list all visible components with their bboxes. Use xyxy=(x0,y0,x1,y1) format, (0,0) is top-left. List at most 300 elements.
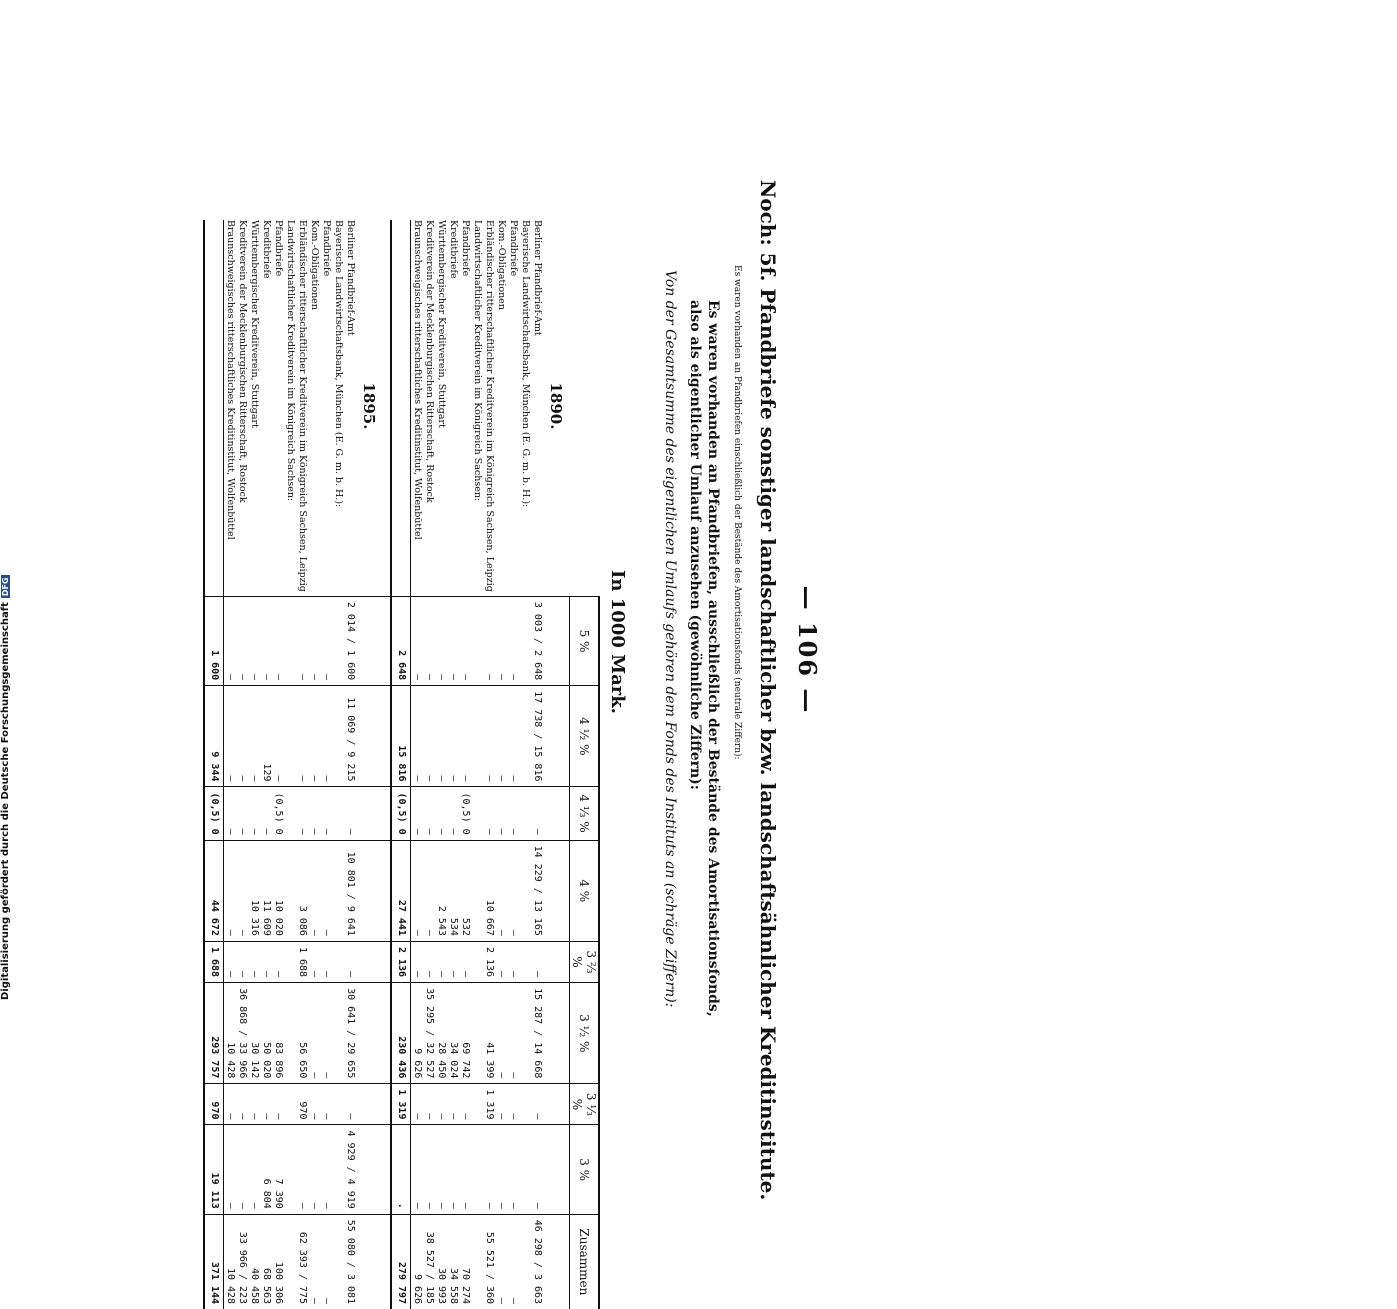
value-cell xyxy=(332,596,344,685)
blank-cell xyxy=(356,941,382,982)
total-cell: 230 436 xyxy=(391,983,411,1084)
value-cell: — xyxy=(507,596,519,685)
value-cell: — xyxy=(308,1125,320,1214)
value-cell xyxy=(284,1084,296,1125)
total-row xyxy=(204,220,224,1309)
value-cell: 14 229 / 13 165 xyxy=(531,840,543,941)
row-label: Pfandbriefe xyxy=(321,220,332,277)
value-cell: — xyxy=(495,686,507,787)
digitization-credit xyxy=(0,0,14,1000)
value-cell: — xyxy=(308,596,320,685)
spacer-cell xyxy=(382,983,391,1084)
table-row xyxy=(320,220,332,1309)
total-cell: 27 441 xyxy=(391,840,411,941)
value-cell: — xyxy=(224,1125,237,1214)
value-cell: — xyxy=(483,686,495,787)
value-cell: — xyxy=(423,941,435,982)
value-cell: — xyxy=(320,840,332,941)
value-cell: 7 390 xyxy=(272,1125,284,1214)
value-cell: — xyxy=(531,787,543,840)
value-cell: 68 563 xyxy=(260,1214,272,1309)
value-cell: — xyxy=(459,686,471,787)
value-cell xyxy=(519,1214,531,1309)
value-cell: — xyxy=(411,596,424,685)
value-cell: — xyxy=(308,840,320,941)
table-row xyxy=(471,220,483,1309)
total-cell: 9 344 xyxy=(204,686,224,787)
fund-paragraph: Von der Gesamtsumme des eigentlichen Umlaufs gehören dem Fonds des Instituts an (schräge Ziffern): xyxy=(662,270,678,1008)
blank-cell xyxy=(543,1125,570,1214)
value-cell xyxy=(284,1125,296,1214)
table-row xyxy=(284,220,296,1309)
table-row xyxy=(248,220,260,1309)
total-cell: 1 319 xyxy=(391,1084,411,1125)
value-cell xyxy=(519,983,531,1084)
value-cell: — xyxy=(236,686,248,787)
value-cell xyxy=(519,686,531,787)
blank-cell xyxy=(543,1214,570,1309)
value-cell: — xyxy=(272,941,284,982)
value-cell: 10 428 xyxy=(224,1214,237,1309)
value-cell: 6 804 xyxy=(260,1125,272,1214)
dfg-logo: DFG xyxy=(1,577,10,597)
value-cell: — xyxy=(507,686,519,787)
value-cell: 1 688 xyxy=(296,941,308,982)
value-cell: 70 274 xyxy=(459,1214,471,1309)
value-cell xyxy=(519,1084,531,1125)
value-cell: — xyxy=(435,686,447,787)
value-cell: — xyxy=(459,596,471,685)
value-cell: — xyxy=(236,1084,248,1125)
value-cell: 30 641 / 29 655 xyxy=(344,983,356,1084)
total-cell: 19 113 xyxy=(204,1125,224,1214)
table-row xyxy=(236,220,248,1309)
value-cell: — xyxy=(411,686,424,787)
value-cell: — xyxy=(320,596,332,685)
col-header: Zusammen xyxy=(570,1214,600,1309)
value-cell: — xyxy=(296,1125,308,1214)
value-cell xyxy=(471,686,483,787)
col-header: 4 ½ % xyxy=(570,686,600,787)
value-cell xyxy=(332,941,344,982)
table-row xyxy=(519,220,531,1309)
table-row xyxy=(447,220,459,1309)
value-cell xyxy=(471,1214,483,1309)
value-cell: — xyxy=(224,941,237,982)
row-label: Landwirtschaftlicher Kreditverein im Königreich Sachsen: xyxy=(285,220,296,502)
value-cell: — xyxy=(459,1084,471,1125)
value-cell: — xyxy=(531,1125,543,1214)
row-label: Landwirtschaftlicher Kreditverein im Königreich Sachsen: xyxy=(472,220,483,502)
value-cell: — xyxy=(296,686,308,787)
value-cell: 2 543 xyxy=(435,840,447,941)
value-cell: — xyxy=(447,1084,459,1125)
value-cell: 36 868 / 33 966 xyxy=(236,983,248,1084)
page-number: — 106 — xyxy=(793,585,822,715)
value-cell: — xyxy=(495,1084,507,1125)
total-cell: 44 672 xyxy=(204,840,224,941)
col-header: 3 ⅓ % xyxy=(570,1084,600,1125)
value-cell: — xyxy=(272,686,284,787)
row-label: Kom.-Obligationen xyxy=(496,220,507,310)
value-cell: 62 393 / 775 xyxy=(296,1214,308,1309)
document-page xyxy=(0,150,850,1305)
value-cell xyxy=(519,1125,531,1214)
table-row xyxy=(411,220,424,1309)
value-cell: — xyxy=(423,1084,435,1125)
value-cell: — xyxy=(495,596,507,685)
value-cell: 3 086 xyxy=(296,840,308,941)
value-cell: 4 929 / 4 919 xyxy=(344,1125,356,1214)
value-cell xyxy=(332,787,344,840)
spacer-cell xyxy=(382,840,391,941)
row-label: Kreditbriefe xyxy=(261,220,272,279)
value-cell: — xyxy=(320,941,332,982)
row-label: Bayerische Landwirtschaftsbank, München (E. G. m. b. H.): xyxy=(520,220,531,508)
value-cell: — xyxy=(308,941,320,982)
blank-cell xyxy=(356,686,382,787)
table-row xyxy=(423,220,435,1309)
value-cell: — xyxy=(296,787,308,840)
blank-cell xyxy=(356,1214,382,1309)
table-row xyxy=(344,220,356,1309)
value-cell: — xyxy=(308,1214,320,1309)
blank-cell xyxy=(356,1084,382,1125)
table-row xyxy=(531,220,543,1309)
total-cell: . xyxy=(391,1125,411,1214)
row-label: Erbländischer ritterschaftlicher Kreditverein im Königreich Sachsen, Leipzig xyxy=(484,220,495,592)
value-cell: — xyxy=(447,787,459,840)
row-label: Erbländischer ritterschaftlicher Kreditverein im Königreich Sachsen, Leipzig xyxy=(297,220,308,592)
value-cell: — xyxy=(224,1084,237,1125)
value-cell: 10 020 xyxy=(272,840,284,941)
value-cell: — xyxy=(483,596,495,685)
blank-cell xyxy=(543,596,570,685)
value-cell xyxy=(284,983,296,1084)
total-row xyxy=(391,220,411,1309)
value-cell: 50 020 xyxy=(260,983,272,1084)
total-label-cell xyxy=(204,220,224,596)
value-cell: (0,5) 0 xyxy=(459,787,471,840)
footnote-note: Es waren vorhanden an Pfandbriefen einschließlich der Bestände des Amortisationsfonds (neutrale Ziffern): xyxy=(732,265,742,760)
value-cell: 11 069 / 9 215 xyxy=(344,686,356,787)
value-cell: 10 801 / 9 641 xyxy=(344,840,356,941)
value-cell: 69 742 xyxy=(459,983,471,1084)
value-cell: — xyxy=(423,1125,435,1214)
value-cell: 1 319 xyxy=(483,1084,495,1125)
row-label: Pfandbriefe xyxy=(508,220,519,277)
spacer-cell xyxy=(382,1214,391,1309)
value-cell: — xyxy=(423,686,435,787)
unit-heading: In 1000 Mark. xyxy=(607,570,628,714)
value-cell: 41 399 xyxy=(483,983,495,1084)
value-cell: — xyxy=(272,596,284,685)
value-cell: — xyxy=(260,941,272,982)
table-row xyxy=(483,220,495,1309)
section-title: Noch: 5f. Pfandbriefe sonstiger landschaftlicher bzw. landschaftsähnlicher Kreditinstitute. xyxy=(756,180,780,1201)
value-cell: 11 609 xyxy=(260,840,272,941)
spacer-cell xyxy=(382,596,391,685)
value-cell xyxy=(519,787,531,840)
value-cell: — xyxy=(447,941,459,982)
value-cell: 100 306 xyxy=(272,1214,284,1309)
value-cell: — xyxy=(459,941,471,982)
blank-cell xyxy=(543,941,570,982)
value-cell: — xyxy=(320,983,332,1084)
value-cell: 40 458 xyxy=(248,1214,260,1309)
total-cell: (0,5) 0 xyxy=(204,787,224,840)
value-cell: — xyxy=(320,686,332,787)
value-cell: — xyxy=(411,1125,424,1214)
value-cell: 10 667 xyxy=(483,840,495,941)
value-cell: — xyxy=(411,941,424,982)
total-cell: 970 xyxy=(204,1084,224,1125)
value-cell: — xyxy=(248,1125,260,1214)
value-cell: — xyxy=(320,1125,332,1214)
total-cell: 293 757 xyxy=(204,983,224,1084)
value-cell: — xyxy=(248,941,260,982)
value-cell: — xyxy=(483,787,495,840)
value-cell: 2 136 xyxy=(483,941,495,982)
row-label: Kreditverein der Mecklenburgischen Ritterschaft, Rostock xyxy=(424,220,435,503)
value-cell: — xyxy=(248,596,260,685)
value-cell xyxy=(332,1084,344,1125)
row-label: Braunschweigisches ritterschaftliches Kreditinstitut, Wolfenbüttel xyxy=(225,220,236,540)
value-cell: 10 316 xyxy=(248,840,260,941)
total-cell: 1 688 xyxy=(204,941,224,982)
blank-cell xyxy=(543,787,570,840)
col-header: 3 ⅔ % xyxy=(570,941,600,982)
value-cell: — xyxy=(411,840,424,941)
value-cell: — xyxy=(236,840,248,941)
value-cell: — xyxy=(507,941,519,982)
value-cell: — xyxy=(483,1125,495,1214)
value-cell: — xyxy=(320,1084,332,1125)
table-body xyxy=(204,220,570,1309)
value-cell: — xyxy=(459,1125,471,1214)
col-header: 4 ⅓ % xyxy=(570,787,600,840)
value-cell xyxy=(471,787,483,840)
value-cell: — xyxy=(495,1214,507,1309)
table-row xyxy=(224,220,237,1309)
table-row xyxy=(272,220,284,1309)
value-cell: 129 xyxy=(260,686,272,787)
value-cell: — xyxy=(435,787,447,840)
row-label: Pfandbriefe xyxy=(460,220,471,277)
value-cell: — xyxy=(272,1084,284,1125)
value-cell: 15 287 / 14 668 xyxy=(531,983,543,1084)
value-cell: — xyxy=(248,1084,260,1125)
value-cell xyxy=(332,1125,344,1214)
value-cell xyxy=(471,596,483,685)
value-cell: — xyxy=(236,941,248,982)
value-cell: — xyxy=(236,1125,248,1214)
value-cell: — xyxy=(447,686,459,787)
value-cell xyxy=(471,840,483,941)
year-label: 1895. xyxy=(360,382,378,430)
value-cell: 46 298 / 3 663 xyxy=(531,1214,543,1309)
value-cell xyxy=(519,840,531,941)
col-header: 5 % xyxy=(570,596,600,685)
value-cell: — xyxy=(236,787,248,840)
value-cell: — xyxy=(423,840,435,941)
table-row xyxy=(507,220,519,1309)
value-cell: — xyxy=(423,596,435,685)
value-cell: — xyxy=(308,1084,320,1125)
value-cell: 56 650 xyxy=(296,983,308,1084)
spacer-cell xyxy=(382,686,391,787)
row-label: Kreditverein der Mecklenburgischen Ritterschaft, Rostock xyxy=(237,220,248,503)
total-cell: 2 648 xyxy=(391,596,411,685)
value-cell: — xyxy=(236,596,248,685)
spacer-row xyxy=(382,220,391,1309)
value-cell: — xyxy=(344,1084,356,1125)
value-cell: — xyxy=(344,941,356,982)
value-cell: — xyxy=(224,596,237,685)
value-cell xyxy=(284,596,296,685)
value-cell: — xyxy=(531,941,543,982)
pfandbrief-table xyxy=(203,220,600,1309)
blank-cell xyxy=(543,686,570,787)
value-cell: — xyxy=(435,1125,447,1214)
value-cell: (0,5) 0 xyxy=(272,787,284,840)
value-cell: — xyxy=(320,1214,332,1309)
value-cell: — xyxy=(507,983,519,1084)
value-cell xyxy=(332,1214,344,1309)
table-row xyxy=(296,220,308,1309)
value-cell: — xyxy=(248,787,260,840)
value-cell xyxy=(284,787,296,840)
value-cell: — xyxy=(224,686,237,787)
row-label: Kom.-Obligationen xyxy=(309,220,320,310)
value-cell: — xyxy=(435,941,447,982)
credit-text: Digitalisierung gefördert durch die Deutsche Forschungsgemeinschaft xyxy=(0,602,11,1000)
value-cell xyxy=(471,983,483,1084)
spacer-cell xyxy=(382,1084,391,1125)
row-label: Berliner Pfandbrief-Amt xyxy=(532,220,543,336)
table-row xyxy=(459,220,471,1309)
value-cell: 38 527 / 185 xyxy=(423,1214,435,1309)
blank-cell xyxy=(356,1125,382,1214)
value-cell: — xyxy=(507,840,519,941)
value-cell: — xyxy=(495,1125,507,1214)
value-cell: 83 896 xyxy=(272,983,284,1084)
value-cell: — xyxy=(224,840,237,941)
value-cell: 28 450 xyxy=(435,983,447,1084)
value-cell: 17 738 / 15 816 xyxy=(531,686,543,787)
blank-cell xyxy=(356,840,382,941)
value-cell: — xyxy=(435,596,447,685)
year-label: 1890. xyxy=(547,382,566,430)
value-cell: 30 993 xyxy=(435,1214,447,1309)
value-cell: 35 295 / 32 527 xyxy=(423,983,435,1084)
value-cell: 9 626 xyxy=(411,983,424,1084)
table-row xyxy=(332,220,344,1309)
blank-cell xyxy=(543,983,570,1084)
value-cell: 30 142 xyxy=(248,983,260,1084)
value-cell xyxy=(471,1125,483,1214)
total-cell: (0,5) 0 xyxy=(391,787,411,840)
value-cell: — xyxy=(308,686,320,787)
table-row xyxy=(435,220,447,1309)
value-cell: 9 626 xyxy=(411,1214,424,1309)
value-cell: — xyxy=(435,1084,447,1125)
table-row xyxy=(308,220,320,1309)
row-label: Kreditbriefe xyxy=(448,220,459,279)
blank-cell xyxy=(356,596,382,685)
value-cell xyxy=(332,686,344,787)
value-cell xyxy=(284,1214,296,1309)
value-cell: — xyxy=(507,1125,519,1214)
value-cell: — xyxy=(260,1084,272,1125)
value-cell xyxy=(519,596,531,685)
year-row xyxy=(543,220,570,1309)
value-cell: — xyxy=(507,1214,519,1309)
value-cell: — xyxy=(296,596,308,685)
row-label: Berliner Pfandbrief-Amt xyxy=(345,220,356,336)
total-label-cell xyxy=(391,220,411,596)
value-cell xyxy=(519,941,531,982)
value-cell: — xyxy=(248,686,260,787)
row-label: Braunschweigisches ritterschaftliches Kreditinstitut, Wolfenbüttel xyxy=(412,220,423,540)
value-cell: — xyxy=(308,983,320,1084)
row-label: Württembergischer Kreditverein, Stuttgart xyxy=(436,220,447,428)
value-cell: — xyxy=(320,787,332,840)
value-cell: — xyxy=(260,787,272,840)
label-header xyxy=(570,220,600,596)
intro-paragraph: Es waren vorhanden an Pfandbriefen, ausschließlich der Bestände des Amortisationsfonds, also als eigentlicher Umlauf anzusehen (gewöhnliche Ziffern): xyxy=(687,300,721,1017)
spacer-cell xyxy=(382,941,391,982)
value-cell: 34 558 xyxy=(447,1214,459,1309)
total-cell: 1 600 xyxy=(204,596,224,685)
value-cell: 970 xyxy=(296,1084,308,1125)
value-cell: — xyxy=(495,941,507,982)
row-label: Bayerische Landwirtschaftsbank, München (E. G. m. b. H.): xyxy=(333,220,344,508)
table-row xyxy=(260,220,272,1309)
value-cell: 3 003 / 2 648 xyxy=(531,596,543,685)
blank-cell xyxy=(543,1084,570,1125)
value-cell: 532 xyxy=(459,840,471,941)
blank-cell xyxy=(356,787,382,840)
value-cell xyxy=(284,941,296,982)
value-cell: 10 428 xyxy=(224,983,237,1084)
col-header: 3 % xyxy=(570,1125,600,1214)
col-header: 4 % xyxy=(570,840,600,941)
value-cell xyxy=(284,840,296,941)
value-cell: — xyxy=(495,983,507,1084)
value-cell: — xyxy=(447,596,459,685)
value-cell: 55 080 / 3 081 xyxy=(344,1214,356,1309)
value-cell: — xyxy=(423,787,435,840)
value-cell: — xyxy=(447,1125,459,1214)
value-cell: — xyxy=(344,787,356,840)
year-row xyxy=(356,220,382,1309)
col-header: 3 ½ % xyxy=(570,983,600,1084)
row-label: Pfandbriefe xyxy=(273,220,284,277)
value-cell: — xyxy=(507,787,519,840)
value-cell: 534 xyxy=(447,840,459,941)
value-cell: — xyxy=(411,787,424,840)
total-cell: 15 816 xyxy=(391,686,411,787)
value-cell xyxy=(284,686,296,787)
table-row xyxy=(495,220,507,1309)
value-cell: — xyxy=(507,1084,519,1125)
value-cell xyxy=(332,840,344,941)
spacer-cell xyxy=(382,787,391,840)
blank-cell xyxy=(543,840,570,941)
spacer-cell xyxy=(382,1125,391,1214)
value-cell: — xyxy=(495,840,507,941)
